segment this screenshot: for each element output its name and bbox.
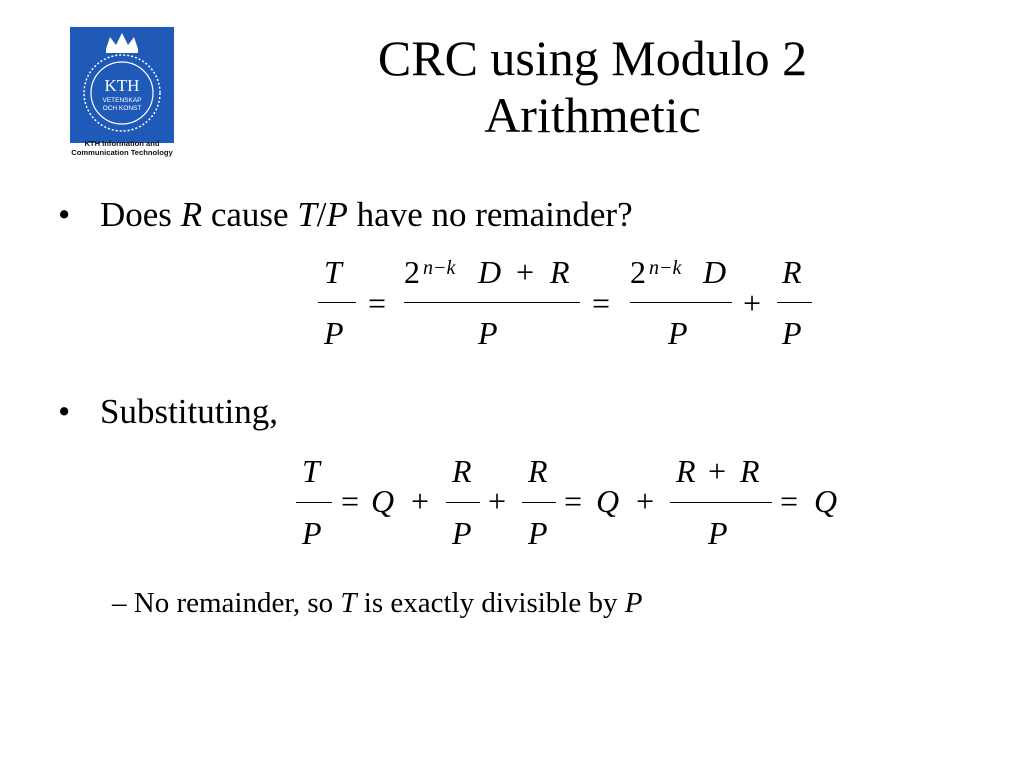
eq2-r-2: R [528, 453, 548, 489]
eq1-two-1: 2 [404, 254, 420, 290]
eq2-r-4: R [740, 453, 760, 489]
eq2-equals-3: = [780, 483, 799, 519]
bullet-1-text-b: cause [202, 195, 298, 234]
eq2-plus-1: + [411, 483, 430, 519]
bullet-marker: • [58, 195, 71, 234]
eq2-den-p-3: P [528, 515, 548, 551]
eq1-den-p-4: P [782, 315, 802, 351]
eq2-r-3: R [676, 453, 696, 489]
eq2-fraction-bar-4 [670, 502, 772, 503]
eq1-num-t: T [324, 254, 342, 290]
sub-bullet [112, 586, 642, 620]
eq1-two-2: 2 [630, 254, 646, 290]
bullet-marker: • [58, 392, 71, 431]
eq1-r-2: R [782, 254, 802, 290]
sub-bullet-var-p: P [624, 587, 643, 619]
eq2-den-p-2: P [452, 515, 472, 551]
eq1-plus-2: + [743, 285, 762, 321]
eq1-plus-1: + [516, 254, 535, 290]
eq2-plus-2: + [488, 483, 507, 519]
eq2-den-p-1: P [302, 515, 322, 551]
eq2-equals-1: = [341, 483, 360, 519]
bullet-1-var-r: R [180, 195, 203, 234]
eq1-equals-1: = [368, 285, 387, 321]
eq1-den-p-2: P [478, 315, 498, 351]
logo-subtext-2: OCH KONST [102, 105, 142, 112]
logo-caption-line-2: Communication Technology [71, 148, 173, 157]
eq2-q-2: Q [596, 483, 620, 519]
eq2-num-t: T [302, 453, 320, 489]
eq2-equals-2: = [564, 483, 583, 519]
eq2-fraction-bar-2 [446, 502, 480, 503]
eq2-fraction-bar-3 [522, 502, 556, 503]
eq2-den-p-4: P [708, 515, 728, 551]
logo-text: KTH [104, 76, 140, 95]
logo-caption-line-1: KTH Information and [84, 139, 160, 148]
eq1-d-2: D [703, 254, 727, 290]
eq2-q-3: Q [814, 483, 838, 519]
bullet-1-var-t: T [297, 195, 317, 234]
logo-subtext-1: VETENSKAP [102, 97, 142, 104]
sub-bullet-text-b: is exactly divisible by [356, 587, 625, 619]
eq2-q-1: Q [371, 483, 395, 519]
title-line-1: CRC using Modulo 2 [377, 30, 808, 86]
eq2-fraction-bar-1 [296, 502, 332, 503]
eq2-r-1: R [452, 453, 472, 489]
eq1-den-p-3: P [668, 315, 688, 351]
eq1-exponent-2: n−k [649, 257, 682, 279]
sub-bullet-var-t: T [340, 587, 357, 619]
bullet-1-text-c: have no remainder? [347, 195, 633, 234]
eq1-den-p-1: P [324, 315, 344, 351]
sub-bullet-text-a: – No remainder, so [112, 587, 341, 619]
eq1-d-1: D [478, 254, 502, 290]
eq1-exponent-1: n−k [423, 257, 456, 279]
bullet-1-slash: / [316, 195, 327, 234]
bullet-1-text-a: Does [100, 195, 181, 234]
eq1-equals-2: = [592, 285, 611, 321]
eq2-plus-4: + [708, 453, 727, 489]
title-line-2: Arithmetic [484, 87, 701, 143]
eq1-r-1: R [550, 254, 570, 290]
bullet-1-var-p: P [326, 195, 348, 234]
bullet-2-text: Substituting, [100, 392, 278, 431]
eq2-plus-3: + [636, 483, 655, 519]
